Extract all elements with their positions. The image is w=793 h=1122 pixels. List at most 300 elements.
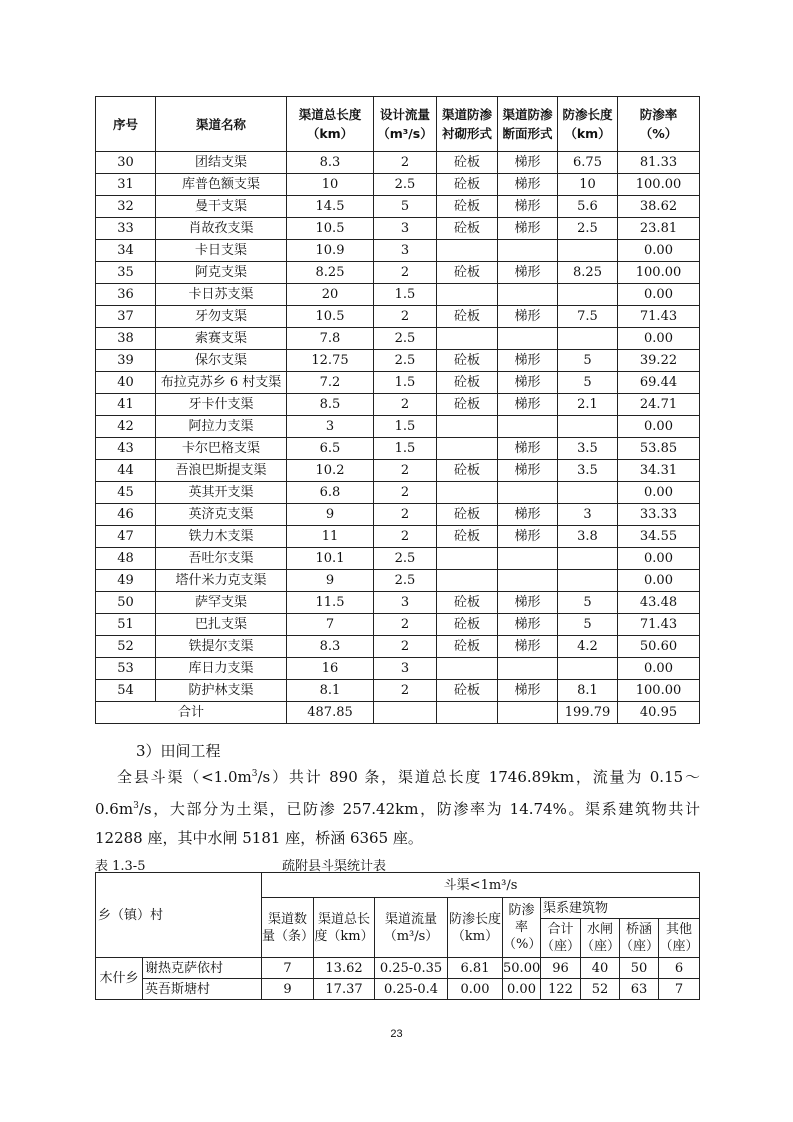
table-cell: 32 [96,196,156,218]
table-cell: 梯形 [498,614,558,636]
table-cell [437,416,498,438]
table-cell: 38.62 [618,196,700,218]
table-cell: 0.00 [618,482,700,504]
table-cell: 8.25 [558,262,618,284]
table-cell: 2.5 [374,570,437,592]
table-cell: 0.00 [448,979,503,1000]
table-cell: 7 [659,979,700,1000]
total-label: 合计 [96,702,287,724]
column-header-line: （km） [306,126,354,141]
table-cell: 索赛支渠 [156,328,287,350]
table-cell: 9 [287,570,374,592]
table-cell: 43 [96,438,156,460]
table-cell: 3.8 [558,526,618,548]
table-cell: 17.37 [314,979,375,1000]
table-cell: 铁力木支渠 [156,526,287,548]
table-cell: 14.5 [287,196,374,218]
table-cell [498,284,558,306]
table-cell: 44 [96,460,156,482]
table-cell: 卡尔巴格支渠 [156,438,287,460]
table-cell: 8.5 [287,394,374,416]
table-cell: 7 [287,614,374,636]
table-cell: 6.75 [558,152,618,174]
table-cell: 52 [581,979,620,1000]
table-cell: 梯形 [498,636,558,658]
table-cell [498,416,558,438]
table-cell: 16 [287,658,374,680]
table-cell: 50 [96,592,156,614]
table-cell: 2 [374,614,437,636]
canal-count-header: 渠道数量（条） [262,898,314,958]
table-row [96,958,700,979]
table-cell: 梯形 [498,262,558,284]
table-cell: 8.1 [287,680,374,702]
table-cell: 梯形 [498,306,558,328]
table-row [96,614,700,636]
table-row [96,416,700,438]
table-cell: 0.25-0.4 [375,979,448,1000]
table-cell: 41 [96,394,156,416]
table-cell: 20 [287,284,374,306]
table-cell: 47 [96,526,156,548]
other-header: 其他（座） [659,919,700,958]
table-cell: 6 [659,958,700,979]
column-header-line: 渠道防渗 [502,107,553,122]
table-cell: 43.48 [618,592,700,614]
table-cell: 31 [96,174,156,196]
table-cell: 砼板 [437,504,498,526]
table-cell: 2.5 [558,218,618,240]
table-cell: 6.5 [287,438,374,460]
table-row [96,152,700,174]
table-cell: 2.5 [374,328,437,350]
canal-length-header: 渠道总长度（km） [314,898,375,958]
column-header [437,97,498,152]
paragraph-text: 全县斗渠（<1.0m [117,768,252,786]
town-cell: 木什乡 [96,958,143,1000]
table-row [96,328,700,350]
table-cell [437,658,498,680]
column-header-line: 渠道名称 [195,116,246,132]
table-caption-number: 表 1.3-5 [95,859,146,874]
table-cell: 0.00 [618,658,700,680]
column-header-line: 断面形式 [502,126,553,141]
column-header-line: 序号 [112,116,138,132]
table-cell: 砼板 [437,152,498,174]
column-header-line: （%） [639,126,678,141]
table-cell: 8.3 [287,636,374,658]
table-cell: 砼板 [437,636,498,658]
table-row [96,526,700,548]
table-cell: 1.5 [374,284,437,306]
table-cell [558,570,618,592]
table-cell: 梯形 [498,438,558,460]
table-cell: 36 [96,284,156,306]
table-cell: 34.55 [618,526,700,548]
table-row [96,504,700,526]
table-cell: 53 [96,658,156,680]
column-header [374,97,437,152]
table-cell: 梯形 [498,460,558,482]
table-cell: 卡日苏支渠 [156,284,287,306]
table-cell: 梯形 [498,592,558,614]
table-cell: 100.00 [618,680,700,702]
table-cell: 51 [96,614,156,636]
table-cell: 吾浪巴斯提支渠 [156,460,287,482]
table-cell: 7.8 [287,328,374,350]
total-rate: 40.95 [618,702,700,724]
table-row [96,658,700,680]
table-cell: 96 [541,958,581,979]
table-cell: 40 [96,372,156,394]
table-cell [558,416,618,438]
table-cell: 5 [558,614,618,636]
column-header-line: 渠道防渗 [441,107,492,122]
table-cell [498,240,558,262]
table-cell: 保尔支渠 [156,350,287,372]
column-header [498,97,558,152]
table-cell: 0.00 [618,548,700,570]
table-cell: 34.31 [618,460,700,482]
table-cell: 2.5 [374,350,437,372]
table-cell: 81.33 [618,152,700,174]
table-cell: 5 [558,592,618,614]
table-cell: 23.81 [618,218,700,240]
table-cell: 谢热克萨依村 [143,958,262,979]
table-cell: 梯形 [498,152,558,174]
table-cell: 砼板 [437,174,498,196]
table-row [96,482,700,504]
table-cell: 曼干支渠 [156,196,287,218]
table-cell: 塔什米力克支渠 [156,570,287,592]
table-cell [437,570,498,592]
table-cell: 卡日支渠 [156,240,287,262]
table-cell: 砼板 [437,592,498,614]
table-cell: 39 [96,350,156,372]
section-paragraph [95,760,700,853]
canal-flow-header: 渠道流量（m³/s） [375,898,448,958]
table-row [96,636,700,658]
culvert-header: 桥涵（座） [620,919,659,958]
table-cell: 45 [96,482,156,504]
table-cell: 梯形 [498,218,558,240]
seepage-rate-header: 防渗率（%） [503,898,541,958]
table-cell: 梯形 [498,394,558,416]
table-cell: 0.25-0.35 [375,958,448,979]
table-cell: 10.5 [287,218,374,240]
table-header-row [96,97,700,152]
table-cell: 63 [620,979,659,1000]
table-cell: 2 [374,526,437,548]
table-cell: 35 [96,262,156,284]
column-header [96,97,156,152]
table-cell: 2 [374,306,437,328]
column-header [156,97,287,152]
total-seep-length: 199.79 [558,702,618,724]
table-cell: 0.00 [618,570,700,592]
structures-total-header: 合计（座） [541,919,581,958]
page-number: 23 [390,1028,403,1040]
table-cell: 砼板 [437,680,498,702]
total-empty-cell [374,702,437,724]
table-cell [437,328,498,350]
table-cell: 9 [287,504,374,526]
table-cell: 砼板 [437,196,498,218]
table-cell: 50 [620,958,659,979]
total-length: 487.85 [287,702,374,724]
table-cell: 69.44 [618,372,700,394]
table-cell: 38 [96,328,156,350]
table-cell: 10 [558,174,618,196]
table-cell: 49 [96,570,156,592]
table-cell [437,548,498,570]
table-cell: 6.8 [287,482,374,504]
column-header-line: 防渗率 [639,107,678,122]
table-row [96,196,700,218]
table-cell: 英吾斯塘村 [143,979,262,1000]
table-cell: 砼板 [437,350,498,372]
table-row [96,240,700,262]
table-cell: 2.5 [374,548,437,570]
table-cell: 萨罕支渠 [156,592,287,614]
table-body [96,152,700,702]
table-cell: 52 [96,636,156,658]
table-cell: 10.2 [287,460,374,482]
table-cell: 团结支渠 [156,152,287,174]
table-cell: 3 [374,240,437,262]
seepage-length-header: 防渗长度（km） [448,898,503,958]
table-cell [558,284,618,306]
table-cell: 2 [374,394,437,416]
table-cell: 梯形 [498,526,558,548]
table-cell: 5 [374,196,437,218]
table-cell: 3.5 [558,438,618,460]
table-cell: 梯形 [498,504,558,526]
total-row [96,702,700,724]
table-cell: 2 [374,152,437,174]
table-row [96,306,700,328]
table-cell [498,482,558,504]
table-cell: 0.00 [618,284,700,306]
table-cell: 0.00 [618,328,700,350]
table-cell: 10.9 [287,240,374,262]
table-cell: 2 [374,504,437,526]
section-heading: 3）田间工程 [136,742,221,760]
column-header [618,97,700,152]
table-cell: 梯形 [498,372,558,394]
table-cell: 50.00 [503,958,541,979]
table-cell: 梯形 [498,350,558,372]
table-cell: 9 [262,979,314,1000]
table-cell: 梯形 [498,680,558,702]
table-cell: 0.00 [618,240,700,262]
table-cell [498,570,558,592]
table-cell: 13.62 [314,958,375,979]
table-cell: 10 [287,174,374,196]
table-cell: 2 [374,636,437,658]
table-cell: 英其开支渠 [156,482,287,504]
table-cell: 11.5 [287,592,374,614]
table-cell: 梯形 [498,174,558,196]
table-cell [558,658,618,680]
table-cell: 8.1 [558,680,618,702]
column-header-line: 渠道总长度 [298,107,362,122]
table-cell: 砼板 [437,394,498,416]
table-cell: 1.5 [374,416,437,438]
column-header [558,97,618,152]
table-cell: 吾吐尔支渠 [156,548,287,570]
table-cell [498,328,558,350]
table-cell: 8.3 [287,152,374,174]
column-header-line: 防渗长度 [562,107,613,122]
table-cell: 库普色额支渠 [156,174,287,196]
table-cell: 12.75 [287,350,374,372]
table-cell: 2 [374,460,437,482]
column-header-line: （m³/s） [377,126,433,141]
table-row [96,548,700,570]
table-row [96,262,700,284]
table-cell: 砼板 [437,262,498,284]
table-cell: 砼板 [437,526,498,548]
table-cell [437,482,498,504]
table-cell: 10.5 [287,306,374,328]
table-cell: 33.33 [618,504,700,526]
table-row [96,592,700,614]
table-cell: 5 [558,350,618,372]
table-cell: 42 [96,416,156,438]
table-cell: 7.2 [287,372,374,394]
column-header-line: 设计流量 [379,107,430,122]
table-cell: 库日力支渠 [156,658,287,680]
table-row [96,350,700,372]
branch-canal-table [95,96,700,724]
table-cell: 牙卡什支渠 [156,394,287,416]
table-cell: 11 [287,526,374,548]
total-empty-cell [437,702,498,724]
table-cell: 0.00 [503,979,541,1000]
table-cell: 梯形 [498,196,558,218]
table-cell: 48 [96,548,156,570]
table-cell: 7.5 [558,306,618,328]
table-cell: 2.1 [558,394,618,416]
table-cell: 71.43 [618,614,700,636]
table-cell: 砼板 [437,460,498,482]
table-cell: 39.22 [618,350,700,372]
table-cell: 砼板 [437,614,498,636]
table-cell [558,328,618,350]
table-row [96,460,700,482]
table-cell: 阿克支渠 [156,262,287,284]
table-cell: 4.2 [558,636,618,658]
table-cell: 砼板 [437,218,498,240]
table-cell: 100.00 [618,174,700,196]
table-cell [558,240,618,262]
table-cell: 53.85 [618,438,700,460]
table-cell: 7 [262,958,314,979]
column-header [287,97,374,152]
paragraph-text: /s）共计 890 条，渠道总长度 1746.89km，流量为 0.15～0.6m [95,768,700,818]
table-cell: 0.00 [618,416,700,438]
table-cell: 30 [96,152,156,174]
table-cell: 10.1 [287,548,374,570]
table-cell: 6.81 [448,958,503,979]
lateral-canal-group-header: 斗渠<1m³/s [262,873,700,898]
table-cell: 英济克支渠 [156,504,287,526]
town-village-header: 乡（镇）村 [96,873,262,958]
table-cell: 砼板 [437,306,498,328]
paragraph-text: /s，大部分为土渠，已防渗 257.42km，防渗率为 14.74%。渠系建筑物共计 12288 座，其中水闸 5181 座，桥涵 6365 座。 [95,800,700,847]
table-cell: 50.60 [618,636,700,658]
table-cell: 33 [96,218,156,240]
table-cell: 肖故孜支渠 [156,218,287,240]
table-cell: 5.6 [558,196,618,218]
table-cell: 1.5 [374,372,437,394]
table-cell [558,548,618,570]
lateral-canal-table [95,872,700,1000]
table-cell: 2 [374,482,437,504]
table-cell: 34 [96,240,156,262]
table-cell: 3 [374,658,437,680]
table-cell [437,284,498,306]
table-cell [437,240,498,262]
table-cell: 砼板 [437,372,498,394]
table-cell: 54 [96,680,156,702]
column-header-line: 衬砌形式 [441,126,492,141]
table-row [96,680,700,702]
table-caption-title: 疏附县斗渠统计表 [282,859,387,874]
table-cell: 46 [96,504,156,526]
table-cell: 122 [541,979,581,1000]
table-cell: 37 [96,306,156,328]
table-cell: 3 [374,218,437,240]
table-cell: 1.5 [374,438,437,460]
structures-header: 渠系建筑物 [541,898,700,919]
table-row [96,284,700,306]
superscript: 3 [251,769,258,779]
table-row [96,394,700,416]
table-cell [498,658,558,680]
table-row [96,438,700,460]
table-cell: 牙勿支渠 [156,306,287,328]
table-cell: 3 [287,416,374,438]
table-cell: 2 [374,680,437,702]
table-row [96,218,700,240]
table-row [96,174,700,196]
table-cell: 24.71 [618,394,700,416]
superscript: 3 [133,801,139,811]
table-cell: 铁提尔支渠 [156,636,287,658]
table-row [96,570,700,592]
table-cell: 100.00 [618,262,700,284]
table-row [96,372,700,394]
table-cell [437,438,498,460]
sluice-header: 水闸（座） [581,919,620,958]
table-cell: 巴扎支渠 [156,614,287,636]
column-header-line: （km） [564,126,611,141]
table-cell: 40 [581,958,620,979]
table-cell [558,482,618,504]
table-cell: 8.25 [287,262,374,284]
table-cell: 2.5 [374,174,437,196]
table-cell: 3 [558,504,618,526]
total-empty-cell [498,702,558,724]
table-cell: 布拉克苏乡 6 村支渠 [156,372,287,394]
table-row [96,979,700,1000]
table-header-row [96,873,700,898]
table-cell: 防护林支渠 [156,680,287,702]
table-cell: 3.5 [558,460,618,482]
table-cell: 3 [374,592,437,614]
